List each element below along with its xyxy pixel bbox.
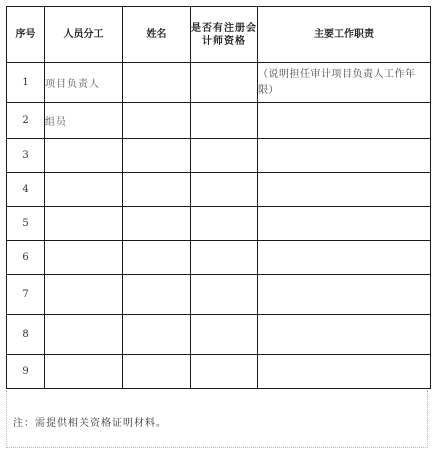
cpa-cell[interactable]	[191, 207, 258, 241]
row-index: 5	[7, 207, 45, 241]
row-index: 3	[7, 139, 45, 173]
duty-cell[interactable]	[258, 103, 431, 139]
role-cell[interactable]	[45, 355, 123, 389]
role-cell[interactable]	[45, 173, 123, 207]
staffing-form	[6, 6, 430, 452]
cpa-cell[interactable]	[191, 139, 258, 173]
role-cell[interactable]: 项目负责人	[45, 63, 123, 103]
role-cell[interactable]	[45, 241, 123, 275]
row-index: 9	[7, 355, 45, 389]
staff-table	[6, 6, 431, 389]
table-row	[7, 355, 431, 389]
duty-cell[interactable]	[258, 355, 431, 389]
name-cell[interactable]	[123, 241, 191, 275]
name-cell[interactable]	[123, 315, 191, 355]
row-index: 2	[7, 103, 45, 139]
role-cell[interactable]	[45, 207, 123, 241]
name-cell[interactable]	[123, 207, 191, 241]
row-index: 7	[7, 275, 45, 315]
table-row	[7, 173, 431, 207]
name-cell[interactable]	[123, 275, 191, 315]
cpa-cell[interactable]	[191, 355, 258, 389]
name-cell[interactable]	[123, 103, 191, 139]
cpa-cell[interactable]	[191, 63, 258, 103]
table-row	[7, 103, 431, 139]
table-row	[7, 275, 431, 315]
header-cpa-qualification: 是否有注册会计师资格	[191, 7, 258, 63]
header-name: 姓名	[123, 7, 191, 63]
role-cell[interactable]: 组员	[45, 103, 123, 139]
duty-cell[interactable]: （说明担任审计项目负责人工作年限）	[258, 63, 431, 103]
cpa-cell[interactable]	[191, 103, 258, 139]
note-box	[6, 390, 428, 448]
table-row	[7, 63, 431, 103]
row-index: 1	[7, 63, 45, 103]
duty-cell[interactable]	[258, 241, 431, 275]
cpa-cell[interactable]	[191, 173, 258, 207]
table-row	[7, 207, 431, 241]
role-cell[interactable]	[45, 315, 123, 355]
note-text: 注：需提供相关资格证明材料。	[13, 418, 167, 429]
header-index: 序号	[7, 7, 45, 63]
duty-cell[interactable]	[258, 139, 431, 173]
duty-cell[interactable]	[258, 315, 431, 355]
table-header-row	[7, 7, 431, 63]
duty-cell[interactable]	[258, 275, 431, 315]
duty-cell[interactable]	[258, 173, 431, 207]
name-cell[interactable]	[123, 355, 191, 389]
name-cell[interactable]	[123, 173, 191, 207]
row-index: 6	[7, 241, 45, 275]
role-cell[interactable]	[45, 139, 123, 173]
header-role: 人员分工	[45, 7, 123, 63]
cpa-cell[interactable]	[191, 241, 258, 275]
cpa-cell[interactable]	[191, 275, 258, 315]
table-row	[7, 139, 431, 173]
table-row	[7, 241, 431, 275]
name-cell[interactable]	[123, 63, 191, 103]
header-duty: 主要工作职责	[258, 7, 431, 63]
row-index: 4	[7, 173, 45, 207]
table-row	[7, 315, 431, 355]
role-cell[interactable]	[45, 275, 123, 315]
row-index: 8	[7, 315, 45, 355]
duty-cell[interactable]	[258, 207, 431, 241]
cpa-cell[interactable]	[191, 315, 258, 355]
name-cell[interactable]	[123, 139, 191, 173]
